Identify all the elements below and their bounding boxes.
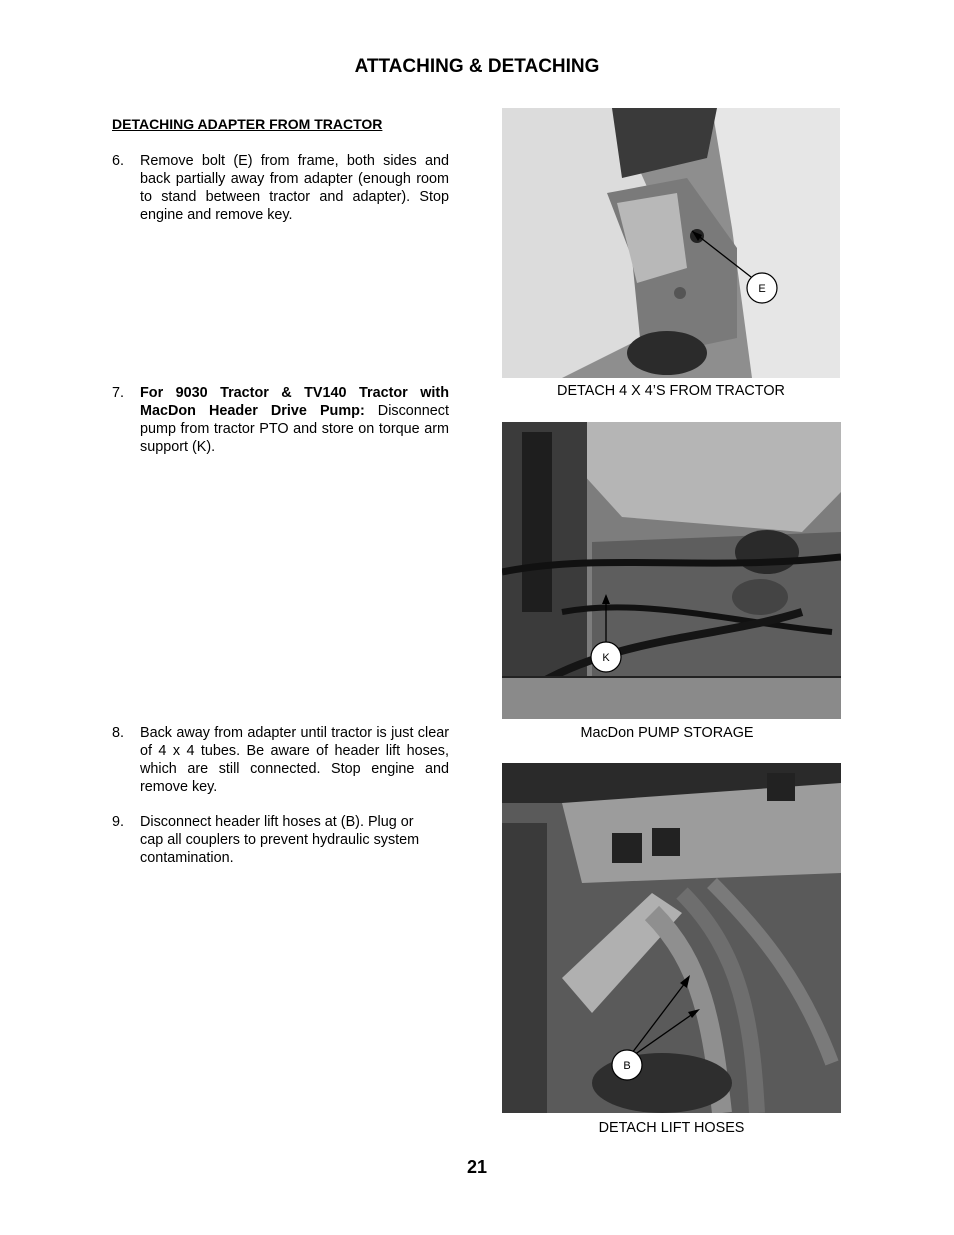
section-heading: DETACHING ADAPTER FROM TRACTOR <box>112 116 383 132</box>
photo-lift-hoses-drawing <box>502 763 841 1113</box>
photo-frame-bolt <box>502 108 840 378</box>
page-number: 21 <box>466 1157 488 1177</box>
step-8 <box>112 724 449 796</box>
photo-frame-bolt-drawing <box>502 108 840 378</box>
photo-pump-storage-drawing <box>502 422 841 719</box>
page-title: ATTACHING & DETACHING <box>354 56 600 77</box>
caption-figure-3: DETACH LIFT HOSES <box>598 1120 745 1136</box>
step-bold-lead: For 9030 Tractor & TV140 Tractor with MacDon Header Drive Pump: <box>140 385 449 419</box>
step-body: Disconnect pump from tractor PTO and store on torque arm support (K). <box>140 403 449 455</box>
step-number: 8. <box>112 725 125 741</box>
step-body: Back away from adapter until tractor is just clear of 4 x 4 tubes. Be aware of header lift hoses, which are still connected. Stop engine and remove key. <box>140 725 449 795</box>
step-number: 9. <box>112 814 125 830</box>
photo-pump-storage <box>502 422 841 719</box>
photo-lift-hoses <box>502 763 841 1113</box>
step-9 <box>112 813 449 867</box>
step-body: Remove bolt (E) from frame, both sides and back partially away from adapter (enough room to stand between tractor and adapter). Stop engine and remove key. <box>140 153 449 223</box>
callout-k: K <box>602 652 610 664</box>
step-number: 7. <box>112 385 125 401</box>
step-7 <box>112 384 449 456</box>
step-text <box>140 813 440 867</box>
caption-figure-2: MacDon PUMP STORAGE <box>580 725 754 741</box>
step-text <box>140 152 449 224</box>
step-text <box>140 384 449 456</box>
step-number: 6. <box>112 153 125 169</box>
step-body: Disconnect header lift hoses at (B). Plug or cap all couplers to prevent hydraulic system contamination. <box>140 814 420 866</box>
callout-b: B <box>623 1060 631 1072</box>
step-text <box>140 724 449 796</box>
caption-figure-1: DETACH 4 X 4’S FROM TRACTOR <box>557 383 785 399</box>
step-6 <box>112 152 449 224</box>
callout-e: E <box>758 283 766 295</box>
